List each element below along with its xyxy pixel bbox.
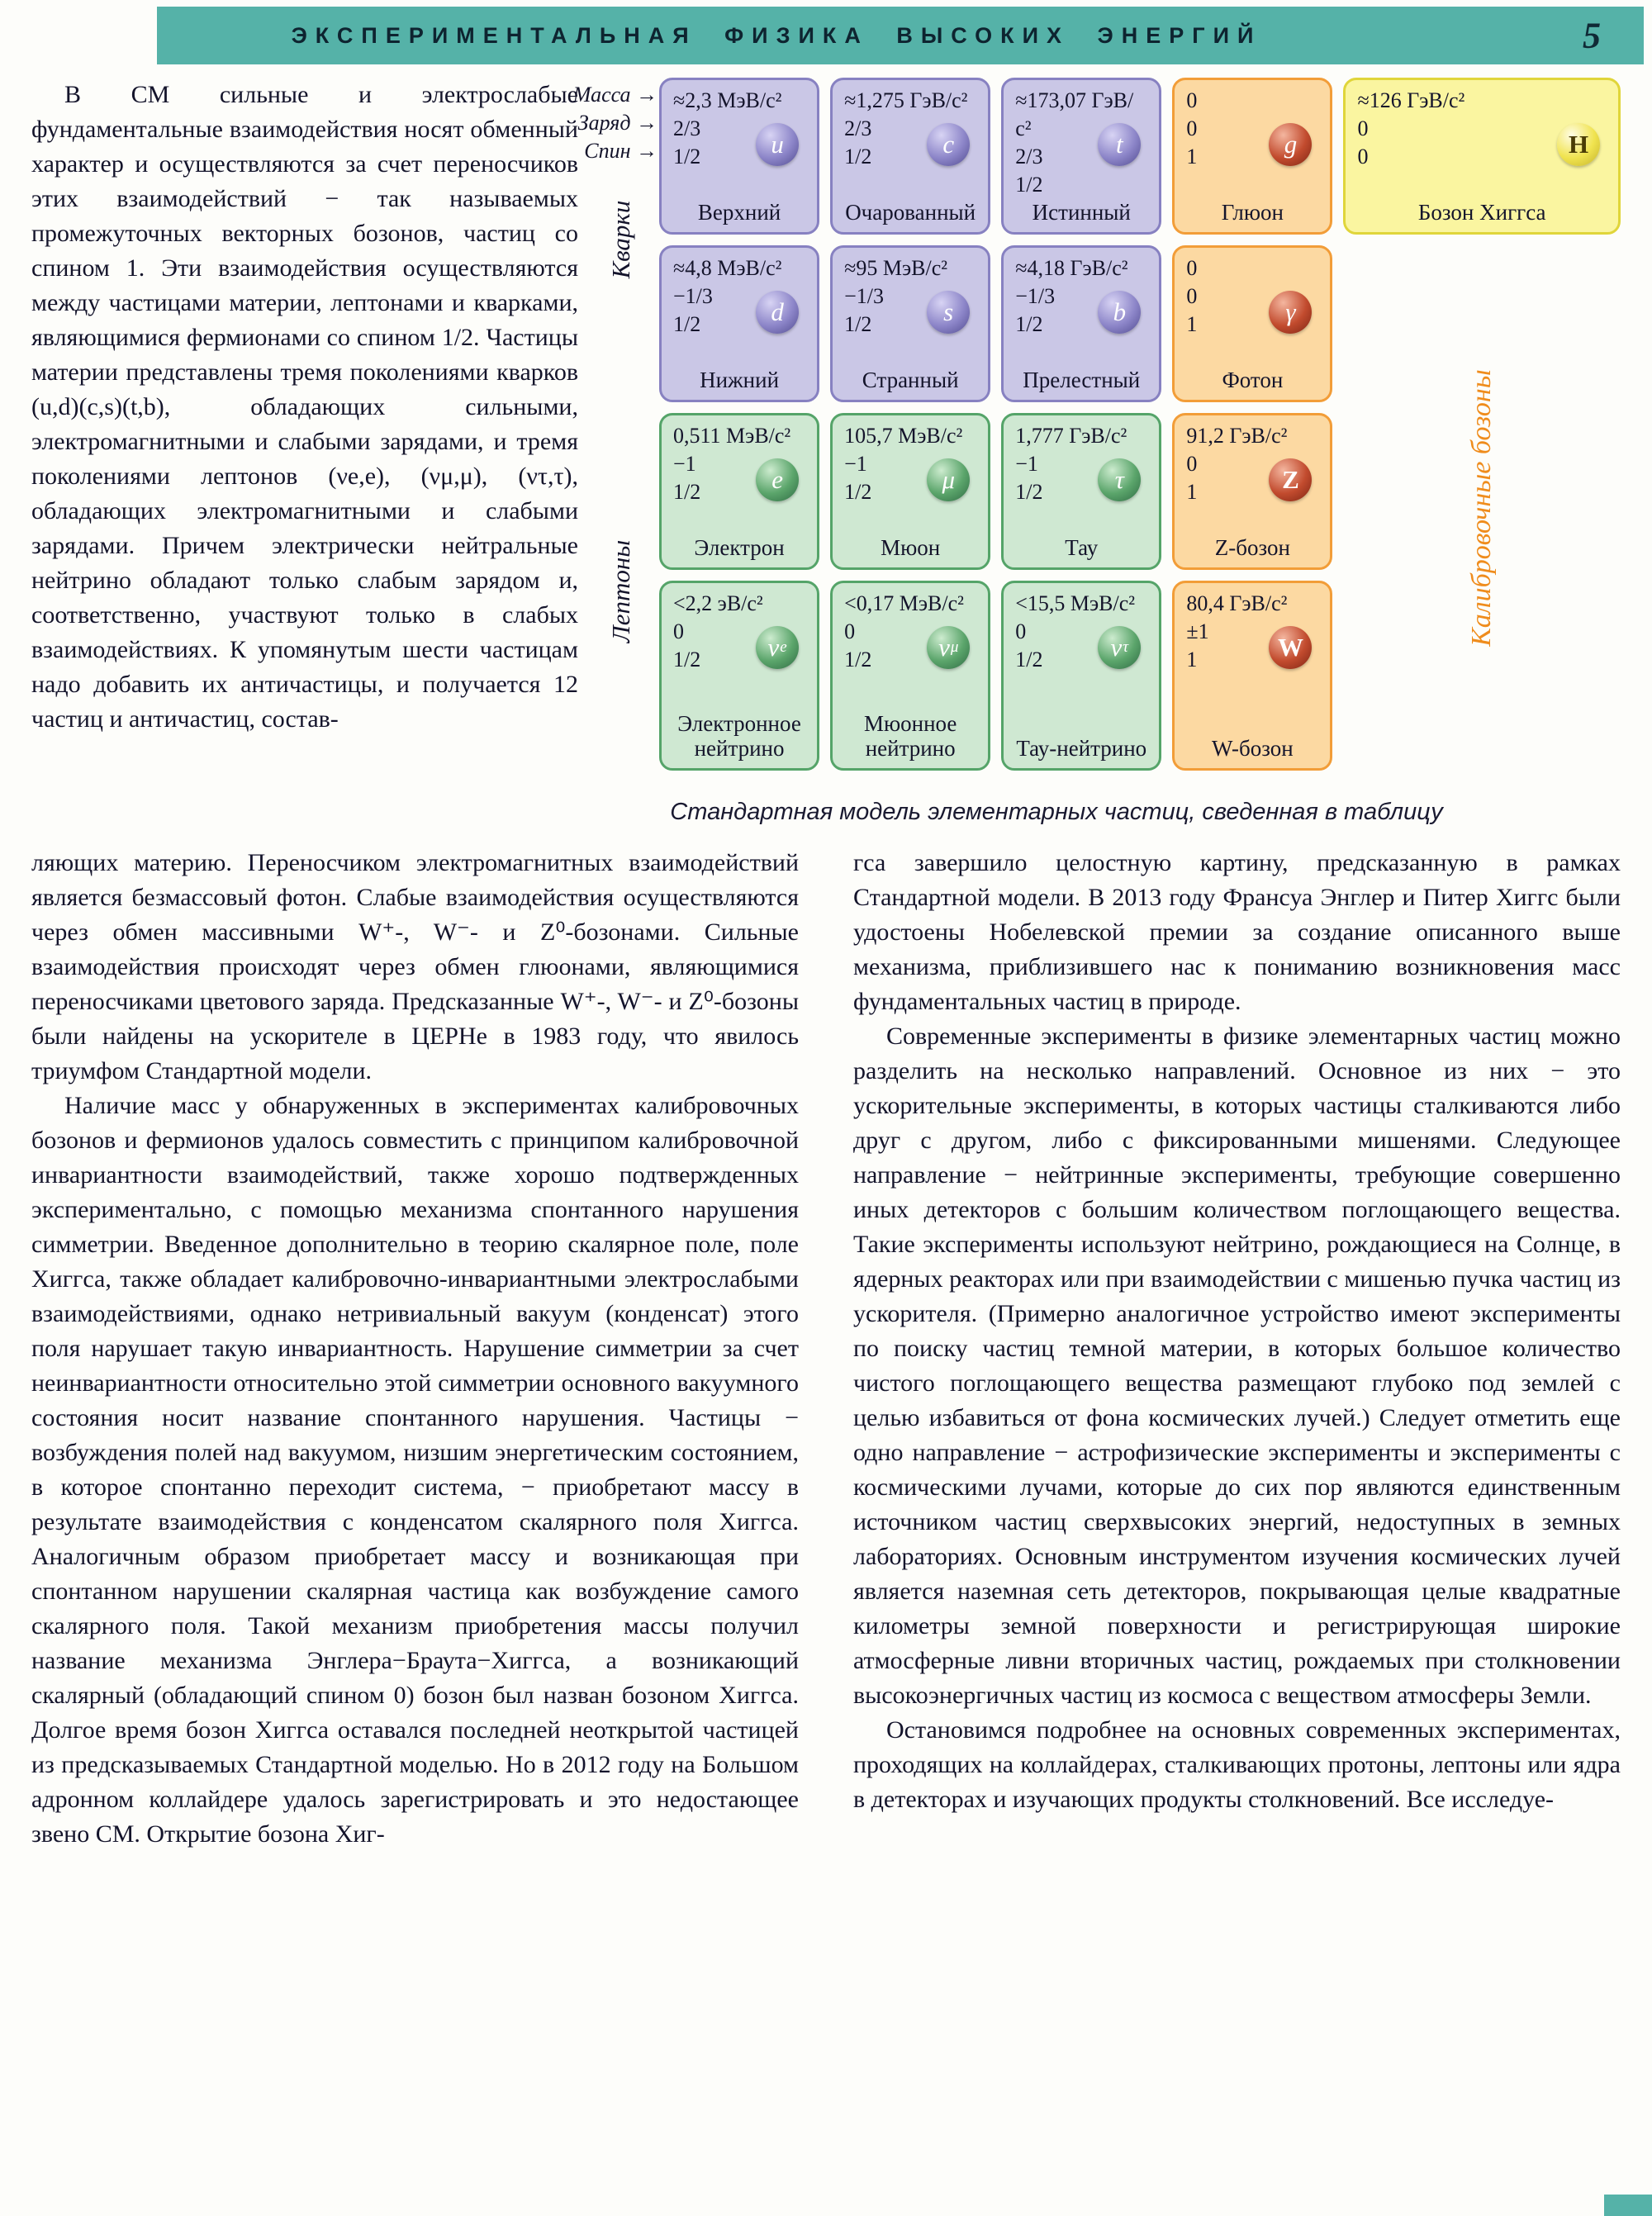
standard-model-grid [659,78,1621,771]
particle-name: Z-бозон [1214,535,1290,560]
body-paragraph: Современные эксперименты в физике элементарных частиц можно разделить на несколько направлений. Основное из них − это ускорительные эксперименты, в которых частицы сталкиваются либо друг с другом, либо с фиксированными мишенями. Следующее направление − нейтринные эксперименты, требующие совершенно иных детекторов с большим количеством поглощающего вещества. Такие эксперименты используют нейтрино, рождающиеся на Солнце, в ядерных реакторах или при взаимодействии с мишенью пучка частиц из ускорителя. (Примерно аналогичное устройство имеют эксперименты по поиску частиц темной материи, в которых большое количество чистого поглощающего вещества размещают глубоко под землей с целью избавиться от фона космических лучей.) Следует отметить еще одно направление − астрофизические эксперименты и эксперименты с космическими лучами, которые до сих пор являются единственным источником частиц сверхвысоких энергий, недоступных в земных лабораториях. Основным инструментом изучения космических лучей является наземная сеть детекторов, покрывающая целые квадратные километры земной поверхности и регистрирующая широкие атмосферные ливни вторичных частиц, рождаемых при столкновении высокоэнергичных частиц из космоса с веществом атмосферы Земли. [853,1023,1621,1709]
particle-sphere-icon: t [1098,123,1141,166]
particle-sphere-icon: s [927,291,970,334]
particle-card-w-boson [1172,581,1332,771]
particle-charge: ±1 [1186,619,1209,643]
particle-name: Очарованный [845,200,976,225]
body-paragraph: гса завершило целостную картину, предсказанную в рамках Стандартной модели. В 2013 году Франсуа Энглер и Питер Хиггс были удостоены Нобелевской премии за создание описанного выше механизма, приблизившего нас к пониманию возникновения масс фундаментальных частиц в природе. [853,849,1621,1015]
particle-mass: ≈4,8 МэВ/с² [673,256,782,280]
particle-name: Мюон [881,535,941,560]
figure-caption: Стандартная модель элементарных частиц, сведенная в таблицу [670,799,1443,825]
particle-card-muon [830,413,990,570]
particle-mass: ≈126 ГэВ/с² [1357,88,1465,112]
particle-spin: 1/2 [844,312,872,336]
particle-spin: 1/2 [1015,173,1043,197]
particle-sphere-icon: ν τ [1098,626,1141,669]
particle-charge: 0 [673,619,684,643]
particle-spin: 1/2 [844,145,872,168]
particle-spin: 1/2 [1015,312,1043,336]
particle-mass: 1,777 ГэВ/с² [1015,424,1127,448]
particle-mass: <15,5 МэВ/с² [1015,591,1136,615]
body-right-column [853,846,1621,1852]
particle-sphere-icon: ν e [756,626,799,669]
particle-spin: 1/2 [1015,480,1043,504]
charge-arrow-label: Заряд → [577,111,657,135]
body-paragraph: ляющих материю. Переносчиком электромагнитных взаимодействий является безмассовый фотон. Слабые взаимодействия осуществляются через обмен массивными W⁺-, W⁻- и Z⁰-бозонами. Сильные взаимодействия происходят через обмен глюонами, являющимися переносчиками цветового заряда. Предсказанные W⁺-, W⁻- и Z⁰-бозоны были найдены на ускорителе в ЦЕРНе в 1983 году, что явилось триумфом Стандартной модели. [31,849,799,1084]
quarks-group-label: Кварки [606,200,635,279]
corner-mark [1604,2195,1652,2216]
particle-spin: 1/2 [844,480,872,504]
particle-spin: 1 [1186,480,1198,504]
particle-spin: 1/2 [1015,648,1043,671]
particle-sphere-icon: Z [1269,458,1312,501]
particle-mass: 0 [1186,256,1198,280]
particle-charge: −1/3 [844,284,884,308]
particle-card-tau-neutrino [1001,581,1161,771]
particle-mass: ≈173,07 ГэВ/с² [1015,88,1134,140]
particle-name: Истинный [1032,200,1131,225]
particle-charge: 0 [1186,116,1198,140]
particle-sphere-icon: b [1098,291,1141,334]
particle-charge: 2/3 [673,116,701,140]
body-paragraph: Наличие масс у обнаруженных в экспериментах калибровочных бозонов и фермионов удалось совместить с принципом калибровочной инвариантности взаимодействий, также хорошо подтвержденных экспериментально, с помощью механизма спонтанного нарушения симметрии. Введенное дополнительно в теорию скалярное поле, поле Хиггса, также обладает калибровочно-инвариантными электрослабыми взаимодействиями, однако нетривиальный вакуум (конденсат) этого поля нарушает такую инвариантность. Нарушение симметрии за счет неинвариантности относительно этой симметрии основного вакуумного состояния носит название спонтанного нарушения. Частицы − возбуждения полей над вакуумом, низшим энергетическим состоянием, в которое спонтанно переходит система, − приобретают массу в результате взаимодействия с конденсатом скалярного поля Хиггса. Аналогичным образом приобретает массу и возникающая при спонтанном нарушении скалярная частица как возбуждение самого скалярного поля. Такой механизм приобретения массы получил название механизма Энглера−Браута−Хиггса, а возникающий скалярный (обладающий спином 0) бозон был назван бозоном Хиггса. Долгое время бозон Хиггса оставался последней неоткрытой частицей из предсказываемых Стандартной моделью. Но в 2012 году на Большом адронном коллайдере удалось зарегистрировать и это недостающее звено СМ. Открытие бозона Хиг- [31,1092,799,1848]
particle-charge: −1 [1015,452,1038,476]
particle-name: Электронное нейтрино [677,711,801,761]
particle-card-up [659,78,819,235]
particle-spin: 1 [1186,648,1198,671]
particle-charge: 0 [844,619,856,643]
particle-spin: 1 [1186,312,1198,336]
particle-mass: <2,2 эВ/с² [673,591,763,615]
particle-mass: <0,17 МэВ/с² [844,591,964,615]
particle-sphere-icon: d [756,291,799,334]
particle-spin: 1 [1186,145,1198,168]
particle-mass: 0 [1186,88,1198,112]
particle-mass: 91,2 ГэВ/с² [1186,424,1288,448]
standard-model-figure [572,78,1621,826]
particle-spin: 1/2 [673,312,701,336]
particle-name: Мюонное нейтрино [863,711,957,761]
particle-mass: 105,7 МэВ/с² [844,424,963,448]
particle-card-tau [1001,413,1161,570]
particle-card-gluon [1172,78,1332,235]
body-paragraph: Остановимся подробнее на основных современных экспериментах, проходящих на коллайдерах, сталкивающих протоны, лептоны или ядра в детекторах и изучающих продукты столкновений. Все исследуе- [853,1716,1621,1813]
intro-paragraph: В СМ сильные и электрослабые фундаментальные взаимодействия носят обменный характер и осуществляются за счет переносчиков этих взаимодействий − так называемых промежуточных векторных бозонов, частиц со спином 1. Эти взаимодействия осуществляются между частицами материи, лептонами и кварками, являющимися фермионами со спином 1/2. Частицы материи представлены тремя поколениями кварков (u,d)(c,s)(t,b), обладающих сильными, электромагнитными и слабыми зарядами, и тремя поколениями лептонов (νe,e), (νμ,μ), (ντ,τ), обладающих электромагнитными и слабыми зарядами. Причем электрически нейтральные нейтрино обладают только слабым зарядом и, соответственно, участвуют только в слабых взаимодействиях. К упомянутым шести частицам надо добавить их античастицы, и получается 12 частиц и античастиц, состав- [31,81,578,733]
particle-sphere-icon: g [1269,123,1312,166]
particle-sphere-icon: W [1269,626,1312,669]
pointer-labels [573,81,657,165]
particle-mass: ≈1,275 ГэВ/с² [844,88,968,112]
particle-name: Тау [1065,535,1099,560]
particle-name: Электрон [694,535,785,560]
gauge-bosons-label-area [1343,245,1621,771]
particle-mass: ≈95 МэВ/с² [844,256,948,280]
body-text [31,846,1621,1852]
page-number: 5 [1583,15,1601,56]
page-title: ЭКСПЕРИМЕНТАЛЬНАЯ ФИЗИКА ВЫСОКИХ ЭНЕРГИЙ [291,22,1262,48]
particle-card-muon-neutrino [830,581,990,771]
mass-arrow-label: Масса → [572,83,657,107]
particle-name: Нижний [700,368,780,392]
top-section [31,78,1621,826]
particle-spin: 0 [1357,145,1369,168]
particle-charge: 2/3 [1015,145,1043,168]
intro-column [31,78,578,826]
particle-charge: 0 [1357,116,1369,140]
particle-sphere-icon: u [756,123,799,166]
particle-sphere-icon: ν μ [927,626,970,669]
particle-sphere-icon: c [927,123,970,166]
particle-name: Странный [862,368,959,392]
particle-name: Верхний [697,200,781,225]
leptons-group-label: Лептоны [606,539,635,643]
particle-name: Тау-нейтрино [1016,736,1147,761]
particle-charge: −1/3 [673,284,713,308]
particle-mass: ≈2,3 МэВ/с² [673,88,782,112]
particle-card-z-boson [1172,413,1332,570]
particle-card-bottom [1001,245,1161,402]
particle-mass: 80,4 ГэВ/с² [1186,591,1288,615]
particle-spin: 1/2 [844,648,872,671]
figure-left-gutter [572,78,659,771]
particle-card-top [1001,78,1161,235]
particle-name: W-бозон [1212,736,1294,761]
particle-card-higgs [1343,78,1621,235]
header-bar [157,7,1644,64]
particle-name: Бозон Хиггса [1417,200,1546,225]
particle-card-electron [659,413,819,570]
particle-mass: 0,511 МэВ/с² [673,424,791,448]
particle-sphere-icon: e [756,458,799,501]
gauge-bosons-group-label: Калибровочные бозоны [1466,369,1498,647]
particle-charge: 0 [1186,452,1198,476]
particle-spin: 1/2 [673,145,701,168]
particle-charge: −1 [673,452,696,476]
particle-charge: −1 [844,452,867,476]
particle-card-charm [830,78,990,235]
particle-sphere-icon: H [1557,123,1600,166]
particle-name: Глюон [1221,200,1284,225]
body-left-column [31,846,799,1852]
particle-charge: −1/3 [1015,284,1056,308]
particle-sphere-icon: τ [1098,458,1141,501]
particle-card-electron-neutrino [659,581,819,771]
particle-name: Прелестный [1023,368,1141,392]
particle-charge: 2/3 [844,116,872,140]
particle-spin: 1/2 [673,480,701,504]
particle-spin: 1/2 [673,648,701,671]
particle-card-strange [830,245,990,402]
particle-mass: ≈4,18 ГэВ/с² [1015,256,1128,280]
particle-sphere-icon: γ [1269,291,1312,334]
particle-card-down [659,245,819,402]
particle-charge: 0 [1015,619,1027,643]
spin-arrow-label: Спин → [584,139,657,163]
particle-card-photon [1172,245,1332,402]
page-content [31,78,1621,1852]
particle-sphere-icon: μ [927,458,970,501]
particle-charge: 0 [1186,284,1198,308]
particle-name: Фотон [1222,368,1284,392]
